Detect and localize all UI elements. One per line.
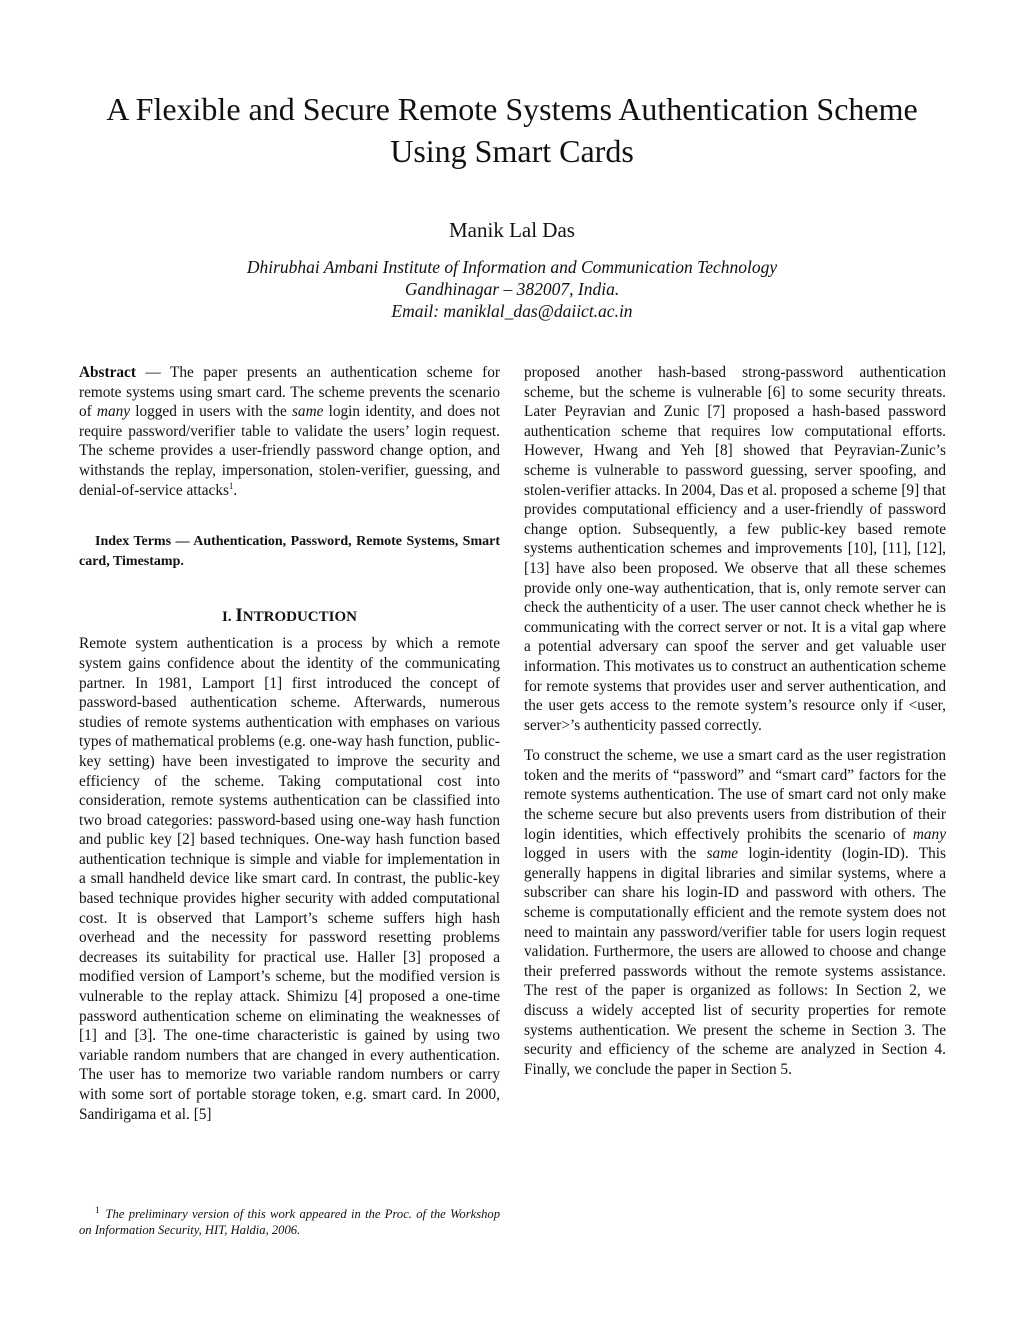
abstract-text-2: logged in users with the: [130, 403, 292, 421]
paragraph-2-text-c: login-identity (login-ID). This generally happens in digital libraries and similar systems, where a subscriber can share his login-ID and password with others. The scheme is computationally efficient and the remote system does not need to maintain any password/verifier table for users login request validation. Furthermore, the users are allowed to choose and change their preferred passwords without the remote systems assistance. The rest of the paper is organized as follows: In Section 2, we discuss a widely accepted list of security properties for remote systems authentication. We present the scheme in Section 3. The security and efficiency of the scheme are analyzed in Section 4. Finally, we conclude the paper in Section 5.: [524, 845, 946, 1078]
left-column: [79, 363, 500, 1124]
paragraph-2-text-b: logged in users with the: [524, 845, 707, 863]
index-terms: Index Terms — Authentication, Password, Remote Systems, Smart card, Timestamp.: [79, 534, 500, 569]
abstract-emphasis-same: same: [291, 403, 324, 421]
paragraph-2-text-a: To construct the scheme, we use a smart card as the user registration token and the merits of “password” and “smart card” factors for the remote systems authentication. The use of smart card not only make the scheme secure but also prevents users from distribution of their login identities, which effectively prohibits the scenario of: [524, 747, 946, 843]
paragraph-2-emphasis-same: same: [706, 845, 739, 863]
abstract-text-3: login identity, and does not require password/verifier table to validate the users’ login request. The scheme provides a user-friendly password change option, and withstands the replay, impersonation, stolen-verifier, guessing, and denial-of-service attacks: [79, 403, 500, 499]
paragraph-2-emphasis-many: many: [912, 825, 946, 843]
footnote-divider: [79, 1195, 259, 1196]
author-name: Manik Lal Das: [449, 218, 575, 242]
footnote-mark: 1: [95, 1204, 100, 1215]
author-affiliation: [0, 256, 1024, 322]
abstract-end: .: [233, 481, 238, 499]
title-line-2: Using Smart Cards: [390, 133, 634, 169]
paper-title: [0, 88, 1024, 172]
title-line-1: A Flexible and Secure Remote Systems Authentication Scheme: [106, 91, 918, 127]
affiliation-location: Gandhinagar – 382007, India.: [404, 279, 620, 299]
abstract-footnote-mark[interactable]: 1: [228, 480, 234, 491]
abstract-text-1: — The paper presents an authentication scheme for remote systems using smart card. The scheme prevents the scenario of: [79, 364, 500, 421]
abstract-label: Abstract: [79, 364, 136, 381]
introduction-paragraph-1: Remote system authentication is a process by which a remote system gains confidence about the identity of the communicating partner. In 1981, Lamport [1] first introduced the concept of password-based authentication scheme. Afterwards, numerous studies of remote systems authentication with emphases on various types of mathematical problems (e.g. one-way hash function, public-key setting) have been investigated to improve the security and efficiency of the scheme. Taking computational cost into consideration, remote systems authentication can be classified into two broad categories: password-based using one-way hash function and public key [2] based techniques. One-way hash function based authentication technique is simple and viable for implementation in a small handheld device like smart card. In contrast, the public-key based technique provides higher security with added computational cost. It is observed that Lamport’s scheme suffers high hash overhead and the necessity for password resetting problems decreases its suitability for practical use. Haller [3] proposed a modified version of Lamport’s scheme, but the modified version is vulnerable to the replay attack. Shimizu [4] proposed a one-time password authentication scheme on eliminating the weaknesses of [1] and [3]. The one-time characteristic is gained by using two variable random numbers that are changed in every authentication. The user has to memorize two variable random numbers or carry with some sort of portable storage token, e.g. smart card. In 2000, Sandirigama et al. [5]: [79, 635, 500, 1123]
author-email: Email: maniklal_das@daiict.ac.in: [391, 301, 633, 321]
abstract: [79, 363, 500, 500]
abstract-emphasis-many: many: [96, 403, 131, 421]
section-number: I.: [222, 609, 236, 626]
footnote-text: The preliminary version of this work appeared in the Proc. of the Workshop on Information Security, HIT, Haldia, 2006.: [79, 1207, 500, 1237]
section-heading-initial: I: [235, 605, 243, 627]
right-column: [524, 363, 946, 1079]
section-heading-rest: NTRODUCTION: [242, 609, 357, 626]
section-heading-introduction: [79, 605, 500, 628]
footnote: [79, 1206, 500, 1238]
introduction-paragraph-2: [524, 746, 946, 1079]
introduction-paragraph-1-continued: proposed another hash-based strong-password authentication scheme, but the scheme is vulnerable [6] to some security threats. Later Peyravian and Zunic [7] proposed a hash-based password authentication scheme that requires low computational efforts. However, Hwang and Yeh [8] showed that Peyravian-Zunic’s scheme is vulnerable to password guessing, server spoofing, and stolen-verifier attacks. In 2004, Das et al. proposed a scheme [9] that provides computational efficiency and a user-friendly of password change option. Subsequently, a few public-key based remote systems authentication schemes and improvements [10], [11], [12], [13] have also been proposed. We observe that all these schemes provide only one-way authentication, that is, only remote server can check the authenticity of a user. The user cannot check whether he is communicating with the correct server or not. It is a vital gap where a potential adversary can spoof the server and get valuable user information. This motivates us to construct an authentication scheme for remote systems that provides user and server authentication, and the user gets access to the remote system’s resource only if <user, server>’s authenticity passed correctly.: [524, 364, 946, 734]
affiliation-institute: Dhirubhai Ambani Institute of Information and Communication Technology: [246, 257, 778, 277]
